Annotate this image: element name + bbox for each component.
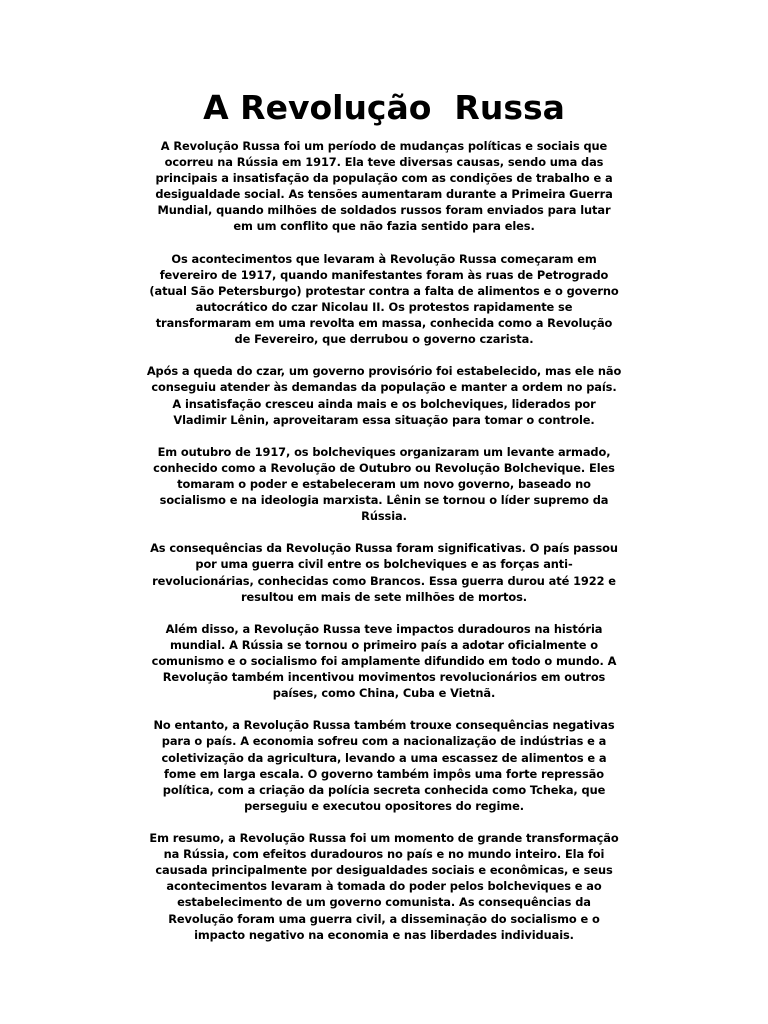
paragraph-4: Em outubro de 1917, os bolcheviques organizaram um levante armado, conhecido como a Revolução de Outubro ou Revolução Bolchevique. Eles tomaram o poder e estabeleceram um novo governo, baseado no socialismo e na ideologia marxista. Lênin se tornou o líder supremo da Rússia. (153, 444, 615, 524)
paragraph-7: No entanto, a Revolução Russa também trouxe consequências negativas para o país. A economia sofreu com a nacionalização de indústrias e a coletivização da agricultura, levando a uma escassez de alimentos e a fome em larga escala. O governo também impôs uma forte repressão política, com a criação da polícia secreta conhecida como Tcheka, que perseguiu e executou opositores do regime. (153, 718, 615, 813)
paragraph-2: Os acontecimentos que levaram à Revolução Russa começaram em fevereiro de 1917, quando manifestantes foram às ruas de Petrogrado (atual São Petersburgo) protestar contra a falta de alimentos e o governo autocrático do czar Nicolau II. Os protestos rapidamente se transformaram em uma revolta em massa, conhecida como a Revolução de Fevereiro, que derrubou o governo czarista. (149, 251, 619, 347)
page-title: A Revolução Russa (203, 88, 565, 127)
paragraph-6: Além disso, a Revolução Russa teve impactos duradouros na história mundial. A Rússia se tornou o primeiro país a adotar oficialmente o comunismo e o socialismo foi amplamente difundido em todo o mundo. A Revolução também incentivou movimentos revolucionários em outros países, como China, Cuba e Vietnã. (151, 621, 617, 701)
paragraph-5: As consequências da Revolução Russa foram significativas. O país passou por uma guerra civil entre os bolcheviques e as forças anti-revolucionárias, conhecidas como Brancos. Essa guerra durou até 1922 e resultou em mais de sete milhões de mortos. (150, 541, 618, 604)
paragraph-1: A Revolução Russa foi um período de mudanças políticas e sociais que ocorreu na Rússia em 1917. Ela teve diversas causas, sendo uma das principais a insatisfação da população com as condições de trabalho e a desigualdade social. As tensões aumentaram durante a Primeira Guerra Mundial, quando milhões de soldados russos foram enviados para lutar em um conflito que não fazia sentido para eles. (155, 139, 613, 234)
paragraph-8: Em resumo, a Revolução Russa foi um momento de grande transformação na Rússia, com efeitos duradouros no país e no mundo inteiro. Ela foi causada principalmente por desigualdades sociais e econômicas, e seus acontecimentos levaram à tomada do poder pelos bolcheviques e ao estabelecimento de um governo comunista. As consequências da Revolução foram uma guerra civil, a disseminação do socialismo e o impacto negativo na economia e nas liberdades individuais. (149, 831, 619, 942)
document-body (146, 138, 622, 943)
paragraph-3: Após a queda do czar, um governo provisório foi estabelecido, mas ele não conseguiu atender às demandas da população e manter a ordem no país. A insatisfação cresceu ainda mais e os bolcheviques, liderados por Vladimir Lênin, aproveitaram essa situação para tomar o controle. (146, 364, 622, 427)
